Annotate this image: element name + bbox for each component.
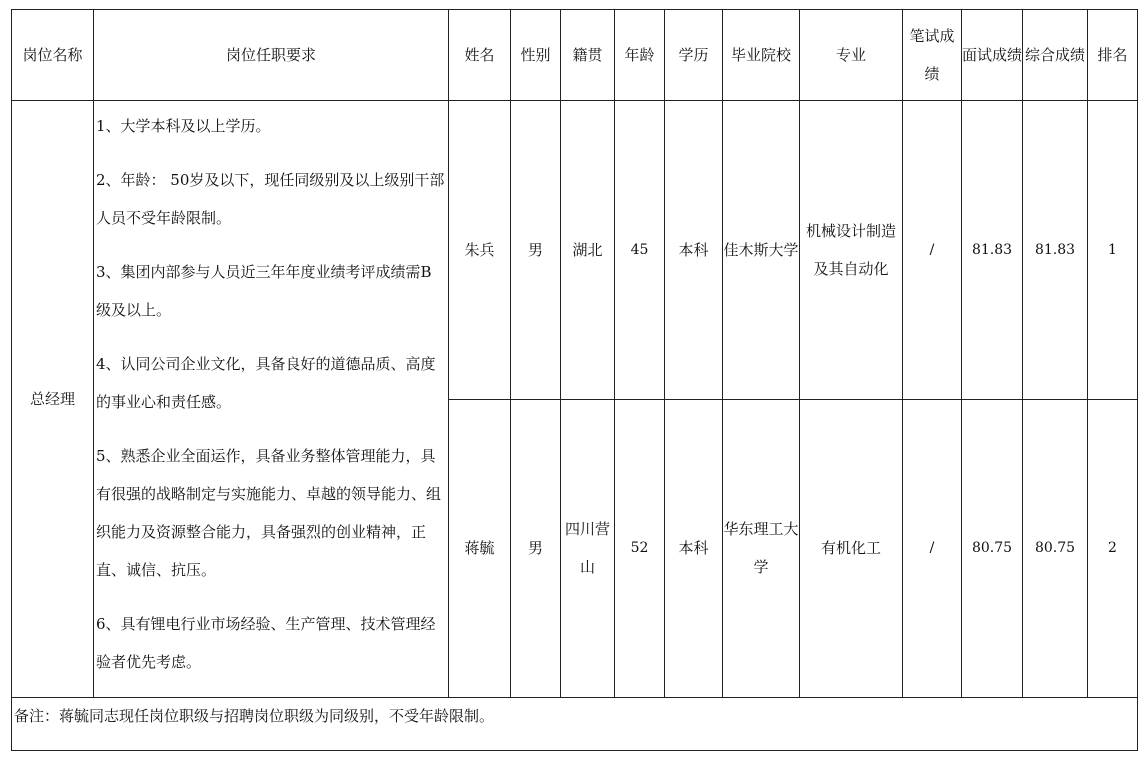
candidate-education: 本科 [665,101,723,400]
header-rank: 排名 [1088,10,1138,101]
note-text: 备注：蒋毓同志现任岗位职级与招聘岗位职级为同级别，不受年龄限制。 [12,698,1138,751]
note-row [12,698,1138,751]
candidate-age: 52 [615,399,665,698]
candidate-written-score: / [903,399,962,698]
candidate-major: 有机化工 [800,399,903,698]
header-school: 毕业院校 [723,10,800,101]
candidate-interview-score: 80.75 [962,399,1023,698]
requirements-cell [94,101,449,698]
header-age: 年龄 [615,10,665,101]
requirement-item: 2、年龄： 50岁及以下，现任同级别及以上级别干部人员不受年龄限制。 [96,171,445,227]
candidate-major: 机械设计制造及其自动化 [800,101,903,400]
header-education: 学历 [665,10,723,101]
header-interview-score: 面试成绩 [962,10,1023,101]
requirement-item: 6、具有锂电行业市场经验、生产管理、技术管理经验者优先考虑。 [96,615,436,671]
candidate-rank: 1 [1088,101,1138,400]
requirement-item: 4、认同公司企业文化，具备良好的道德品质、高度的事业心和责任感。 [96,355,436,411]
header-gender: 性别 [511,10,561,101]
candidate-total-score: 81.83 [1023,101,1088,400]
candidate-written-score: / [903,101,962,400]
table-row [12,101,1138,400]
candidate-name: 朱兵 [449,101,511,400]
candidate-name: 蒋毓 [449,399,511,698]
header-major: 专业 [800,10,903,101]
candidate-native-place: 湖北 [561,101,615,400]
candidate-gender: 男 [511,101,561,400]
header-position: 岗位名称 [12,10,94,101]
candidate-total-score: 80.75 [1023,399,1088,698]
header-written-score: 笔试成绩 [903,10,962,101]
requirement-item: 3、集团内部参与人员近三年年度业绩考评成绩需B级及以上。 [96,263,432,319]
requirement-item: 5、熟悉企业全面运作，具备业务整体管理能力，具有很强的战略制定与实施能力、卓越的领导能力、组织能力及资源整合能力，具备强烈的创业精神，正直、诚信、抗压。 [96,447,442,579]
header-requirements: 岗位任职要求 [94,10,449,101]
header-total-score: 综合成绩 [1023,10,1088,101]
header-native-place: 籍贯 [561,10,615,101]
position-cell: 总经理 [12,101,94,698]
candidate-native-place: 四川营山 [561,399,615,698]
header-row [12,10,1138,101]
candidate-school: 佳木斯大学 [723,101,800,400]
candidate-gender: 男 [511,399,561,698]
requirement-item: 1、大学本科及以上学历。 [96,117,271,135]
candidate-rank: 2 [1088,399,1138,698]
candidate-school: 华东理工大学 [723,399,800,698]
recruitment-results-table [11,9,1138,751]
candidate-age: 45 [615,101,665,400]
candidate-interview-score: 81.83 [962,101,1023,400]
header-name: 姓名 [449,10,511,101]
candidate-education: 本科 [665,399,723,698]
